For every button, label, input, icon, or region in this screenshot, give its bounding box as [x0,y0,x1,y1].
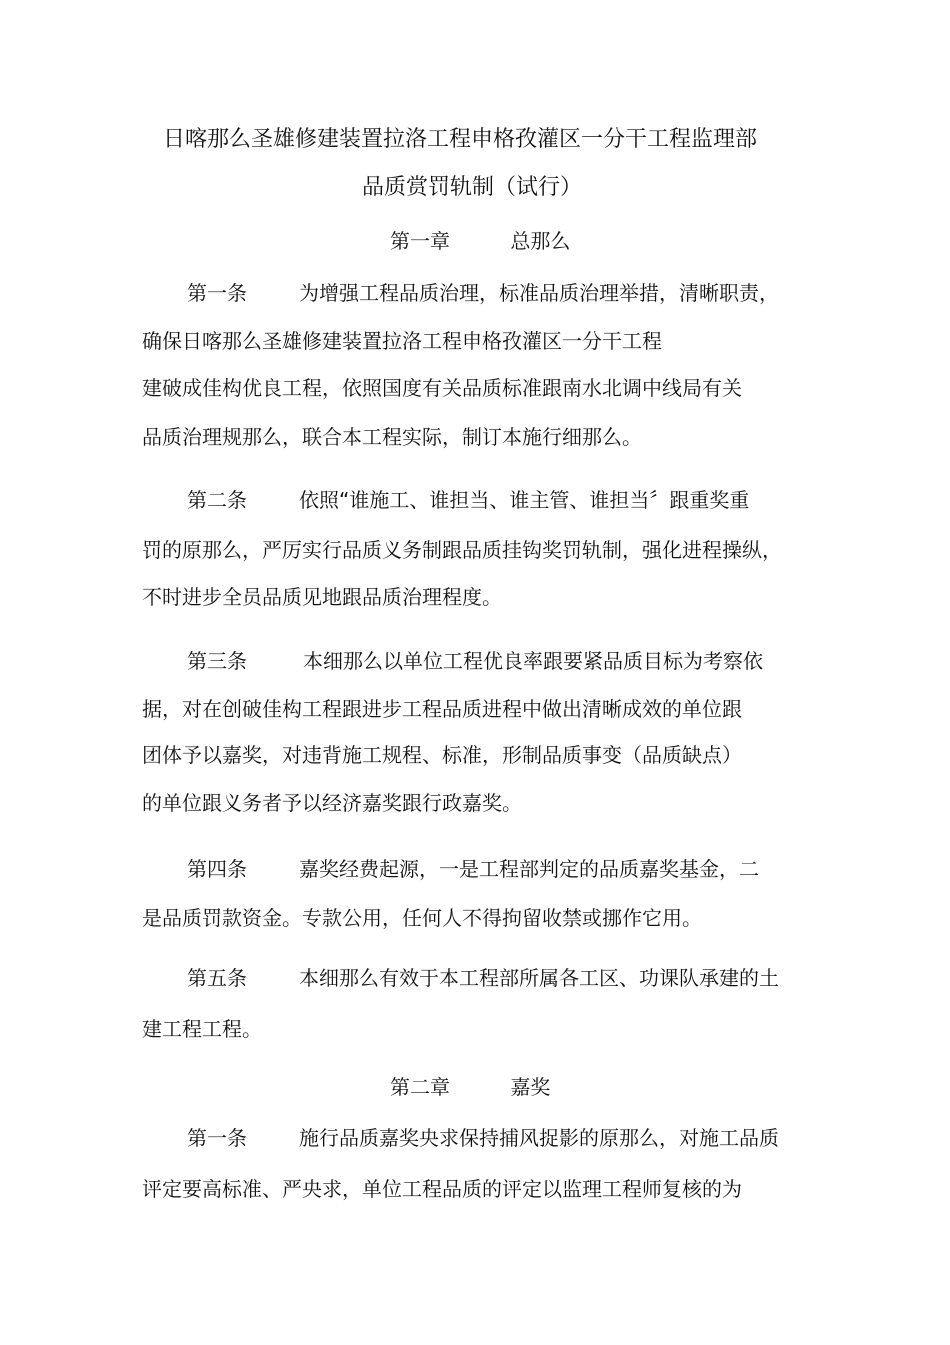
article-4-text: 嘉奖经费起源，一是工程部判定的品质嘉奖基金，二 [299,857,759,881]
article-3-line-4: 的单位跟义务者予以经济嘉奖跟行政嘉奖。 [142,791,522,815]
chapter-1-number: 第一章 [390,229,450,253]
chapter-1-heading [390,228,570,254]
article-3-line-2: 据，对在创破佳构工程跟进步工程品质进程中做出清晰成效的单位跟 [142,697,742,721]
article-2-label: 第二条 [187,488,247,512]
article-1-label: 第一条 [187,281,247,305]
document-title-line-1: 日喀那么圣雄修建装置拉洛工程申格孜灌区一分干工程监理部 [163,127,758,152]
article-1-line-1 [187,280,779,306]
chapter-2-heading [390,1074,550,1100]
chapter-2-article-1-line-1 [187,1125,779,1151]
article-3-line-1 [187,648,763,674]
article-2-text: 依照“谁施工、谁担当、谁主管、谁担当〞跟重奖重 [299,488,750,512]
article-4-line-1 [187,856,759,882]
article-2-line-1 [187,487,749,513]
chapter-2-name: 嘉奖 [510,1075,551,1099]
article-4-line-2: 是品质罚款资金。专款公用，任何人不得拘留收禁或挪作它用。 [142,906,702,930]
article-3-label: 第三条 [187,649,247,673]
article-3-text: 本细那么以单位工程优良率跟要紧品质目标为考察依 [303,649,763,673]
article-5-text: 本细那么有效于本工程部所属各工区、功课队承建的土 [299,966,779,990]
article-2-line-2: 罚的原那么，严厉实行品质义务制跟品质挂钩奖罚轨制，强化进程操纵， [142,538,782,562]
chapter-1-name: 总那么 [510,229,571,253]
article-5-line-2: 建工程工程。 [142,1017,262,1041]
article-3-line-3: 团体予以嘉奖，对违背施工规程、标准，形制品质事变（品质缺点） [142,743,742,767]
article-1-line-3: 建破成佳构优良工程，依照国度有关品质标准跟南水北调中线局有关 [142,376,742,400]
chapter-2-article-1-text: 施行品质嘉奖央求保持捕风捉影的原那么，对施工品质 [299,1126,779,1150]
article-5-line-1 [187,965,779,991]
article-1-line-2: 确保日喀那么圣雄修建装置拉洛工程申格孜灌区一分干工程 [142,329,662,353]
article-2-line-3: 不时进步全员品质见地跟品质治理程度。 [142,585,502,609]
article-4-label: 第四条 [187,857,247,881]
article-5-label: 第五条 [187,966,247,990]
article-1-text: 为增强工程品质治理，标准品质治理举措，清晰职责， [299,281,779,305]
chapter-2-article-1-line-2: 评定要高标准、严央求，单位工程品质的评定以监理工程师复核的为 [142,1177,742,1201]
document-title-line-2: 品质赏罚轨制（试行） [362,175,583,200]
article-1-line-4: 品质治理规那么，联合本工程实际，制订本施行细那么。 [142,425,642,449]
chapter-2-article-1-label: 第一条 [187,1126,247,1150]
chapter-2-number: 第二章 [390,1075,450,1099]
